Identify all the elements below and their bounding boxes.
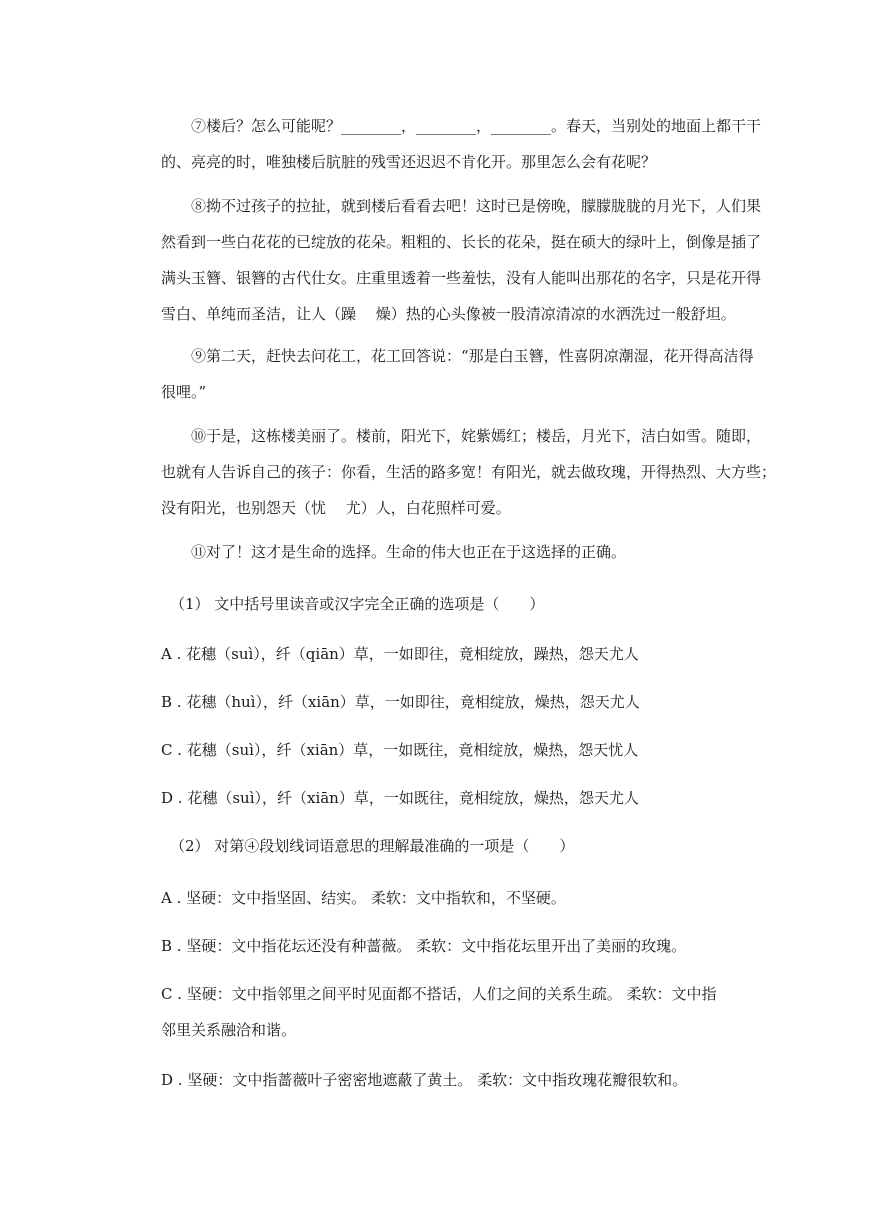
question-1-option-a[interactable]: A . 花穗（suì），纤（qiān）草，一如即往，竟相绽放，躁热，怨天尤人 [161,645,639,663]
paragraph-line: ⑧拗不过孩子的拉扯，就到楼后看看去吧！这时已是傍晚，朦朦胧胧的月光下，人们果 [191,197,762,215]
question-2-option-a[interactable]: A . 坚硬：文中指坚固、结实。 柔软：文中指软和，不坚硬。 [161,889,566,907]
question-1-option-c[interactable]: C . 花穗（suì），纤（xiān）草，一如既往，竟相绽放，燥热，怨天忧人 [161,741,639,759]
paragraph-line: 的、亮亮的时，唯独楼后肮脏的残雪还迟迟不肯化开。那里怎么会有花呢？ [161,153,657,171]
paragraph-line: ⑪对了！这才是生命的选择。生命的伟大也正在于这选择的正确。 [191,543,627,561]
question-1-stem: （1） 文中括号里读音或汉字完全正确的选项是（ ） [170,595,545,613]
question-2-option-d[interactable]: D . 坚硬：文中指蔷薇叶子密密地遮蔽了黄土。 柔软：文中指玫瑰花瓣很软和。 [161,1071,688,1089]
paragraph-line: ⑦楼后？怎么可能呢？________，________，________。春天，当别处的地面上都干干 [191,117,762,135]
paragraph-line: 很哩。” [161,383,207,401]
paragraph-11 [161,534,721,570]
paragraph-line: 也就有人告诉自己的孩子：你看，生活的路多宽！有阳光，就去做玫瑰，开得热烈、大方些； [161,463,777,481]
question-2-stem: （2） 对第④段划线词语意思的理解最准确的一项是（ ） [170,837,575,855]
paragraph-line: ⑨第二天，赶快去问花工，花工回答说：“那是白玉簪，性喜阴凉潮湿，花开得高洁得 [191,347,754,365]
question-2-option-b[interactable]: B . 坚硬：文中指花坛还没有种蔷薇。 柔软：文中指花坛里开出了美丽的玫瑰。 [161,937,687,955]
paragraph-line: 没有阳光，也别怨天（忧 尤）人，白花照样可爱。 [161,499,511,517]
question-2-option-c[interactable] [161,976,731,1048]
paragraph-8 [161,188,762,332]
paragraph-7 [161,108,762,180]
question-1-option-d[interactable]: D . 花穗（suì），纤（xiān）草，一如既往，竟相绽放，燥热，怨天尤人 [161,789,639,807]
paragraph-line: 满头玉簪、银簪的古代仕女。庄重里透着一些羞怯，没有人能叫出那花的名字，只是花开得 [161,269,762,287]
paragraph-line: 然看到一些白花花的已绽放的花朵。粗粗的、长长的花朵，挺在硕大的绿叶上，倒像是插了 [161,233,762,251]
paragraph-line: 雪白、单纯而圣洁，让人（躁 燥）热的心头像被一股清凉清凉的水洒洗过一般舒坦。 [161,305,736,323]
option-c-line: 邻里关系融洽和谐。 [161,1021,297,1039]
paragraph-10 [161,418,777,526]
option-c-line: C . 坚硬：文中指邻里之间平时见面都不搭话，人们之间的关系生疏。 柔软：文中指 [161,985,717,1003]
paragraph-line: ⑩于是，这栋楼美丽了。楼前，阳光下，姹紫嫣红；楼岳，月光下，洁白如雪。随即， [191,427,762,445]
question-1-option-b[interactable]: B . 花穗（huì），纤（xiān）草，一如即往，竟相绽放，燥热，怨天尤人 [161,693,640,711]
paragraph-9 [161,338,754,410]
